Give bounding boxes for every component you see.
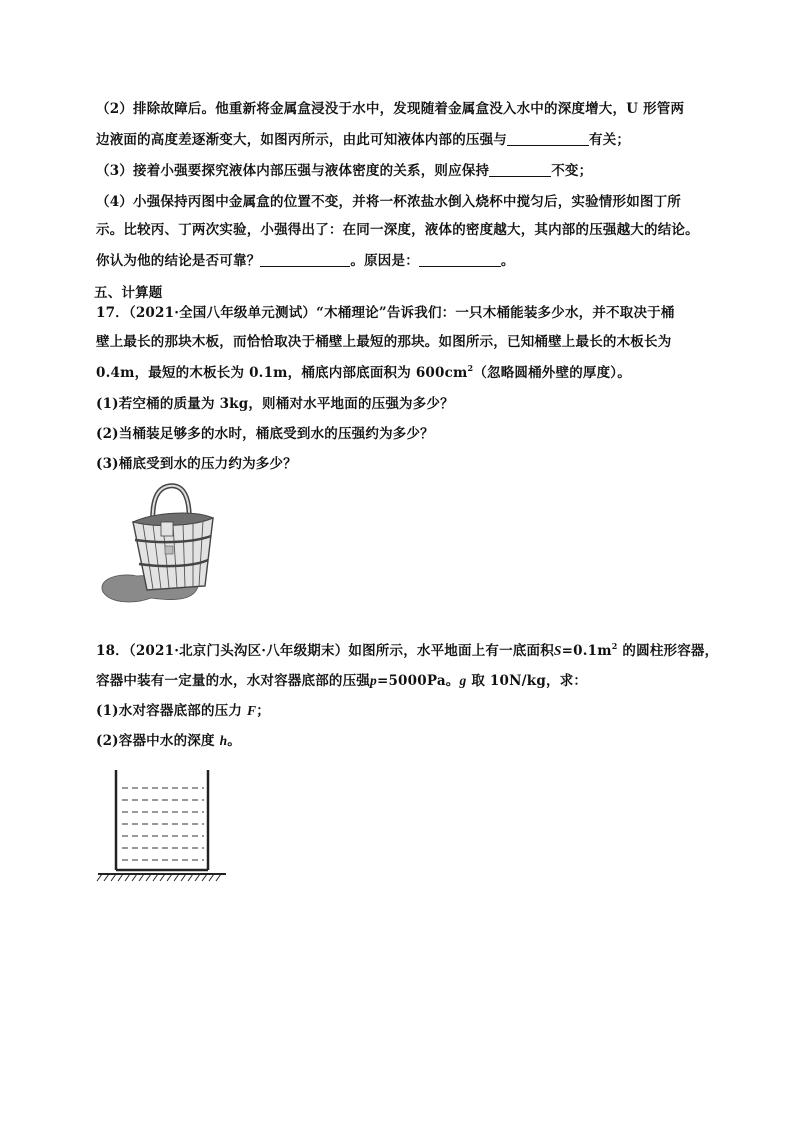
q16-part4-line1: （4）小强保持丙图中金属盒的位置不变，并将一杯浓盐水倒入烧杯中搅匀后，实验情形如图丁所: [96, 194, 681, 210]
q16-part4-line2: 示。比较丙、丁两次实验，小强得出了：在同一深度，液体的密度越大，其内部的压强越大的结论。: [96, 222, 699, 238]
q16-part2-line2: 边液面的高度差逐渐变大，如图丙所示，由此可知液体内部的压强与 有关；: [96, 132, 631, 148]
q18-sub2: (2)容器中水的深度 h。: [96, 733, 241, 749]
q16-part3: （3）接着小强要探究液体内部压强与液体密度的关系，则应保持 不变；: [96, 163, 593, 179]
answer-blank: [507, 131, 589, 146]
answer-blank: [489, 162, 551, 177]
q17-sub3: (3)桶底受到水的压力约为多少？: [96, 456, 297, 472]
section-title: 五、计算题: [94, 285, 163, 301]
q16-part2-line1: （2）排除故障后。他重新将金属盒浸没于水中，发现随着金属盒没入水中的深度增大，U 形管两: [96, 101, 685, 117]
q17-sub2: (2)当桶装足够多的水时，桶底受到水的压强约为多少？: [96, 426, 434, 442]
water-container-figure: [96, 768, 228, 886]
wooden-bucket-figure: [95, 482, 225, 610]
q17-line3: 0.4m，最短的木板长为 0.1m，桶底内部底面积为 $600cm^2$（忽略圆桶外壁的厚度）。: [96, 363, 631, 381]
q16-part4-line3: 你认为他的结论是否可靠？ 。原因是： 。: [96, 253, 515, 269]
q17-sub1: (1)若空桶的质量为 3kg，则桶对水平地面的压强为多少？: [96, 396, 454, 412]
q18-sub1: (1)水对容器底部的压力 F；: [96, 703, 270, 719]
q18-line2: 容器中装有一定量的水，水对容器底部的压强p=5000Pa。g 取 10N/kg，求：: [96, 673, 588, 689]
q17-line2: 壁上最长的那块木板，而恰恰取决于桶壁上最短的那块。如图所示，已知桶壁上最长的木板长为: [96, 334, 672, 350]
answer-blank: [260, 252, 350, 267]
q18-line1: 18．（2021·北京门头沟区·八年级期末）如图所示，水平地面上有一底面积$S=0.1m^2$ 的圆柱形容器，: [96, 641, 719, 659]
q17-line1: 17．（2021·全国八年级单元测试）“木桶理论”告诉我们：一只木桶能装多少水，并不取决于桶: [96, 305, 675, 321]
answer-blank: [419, 252, 501, 267]
